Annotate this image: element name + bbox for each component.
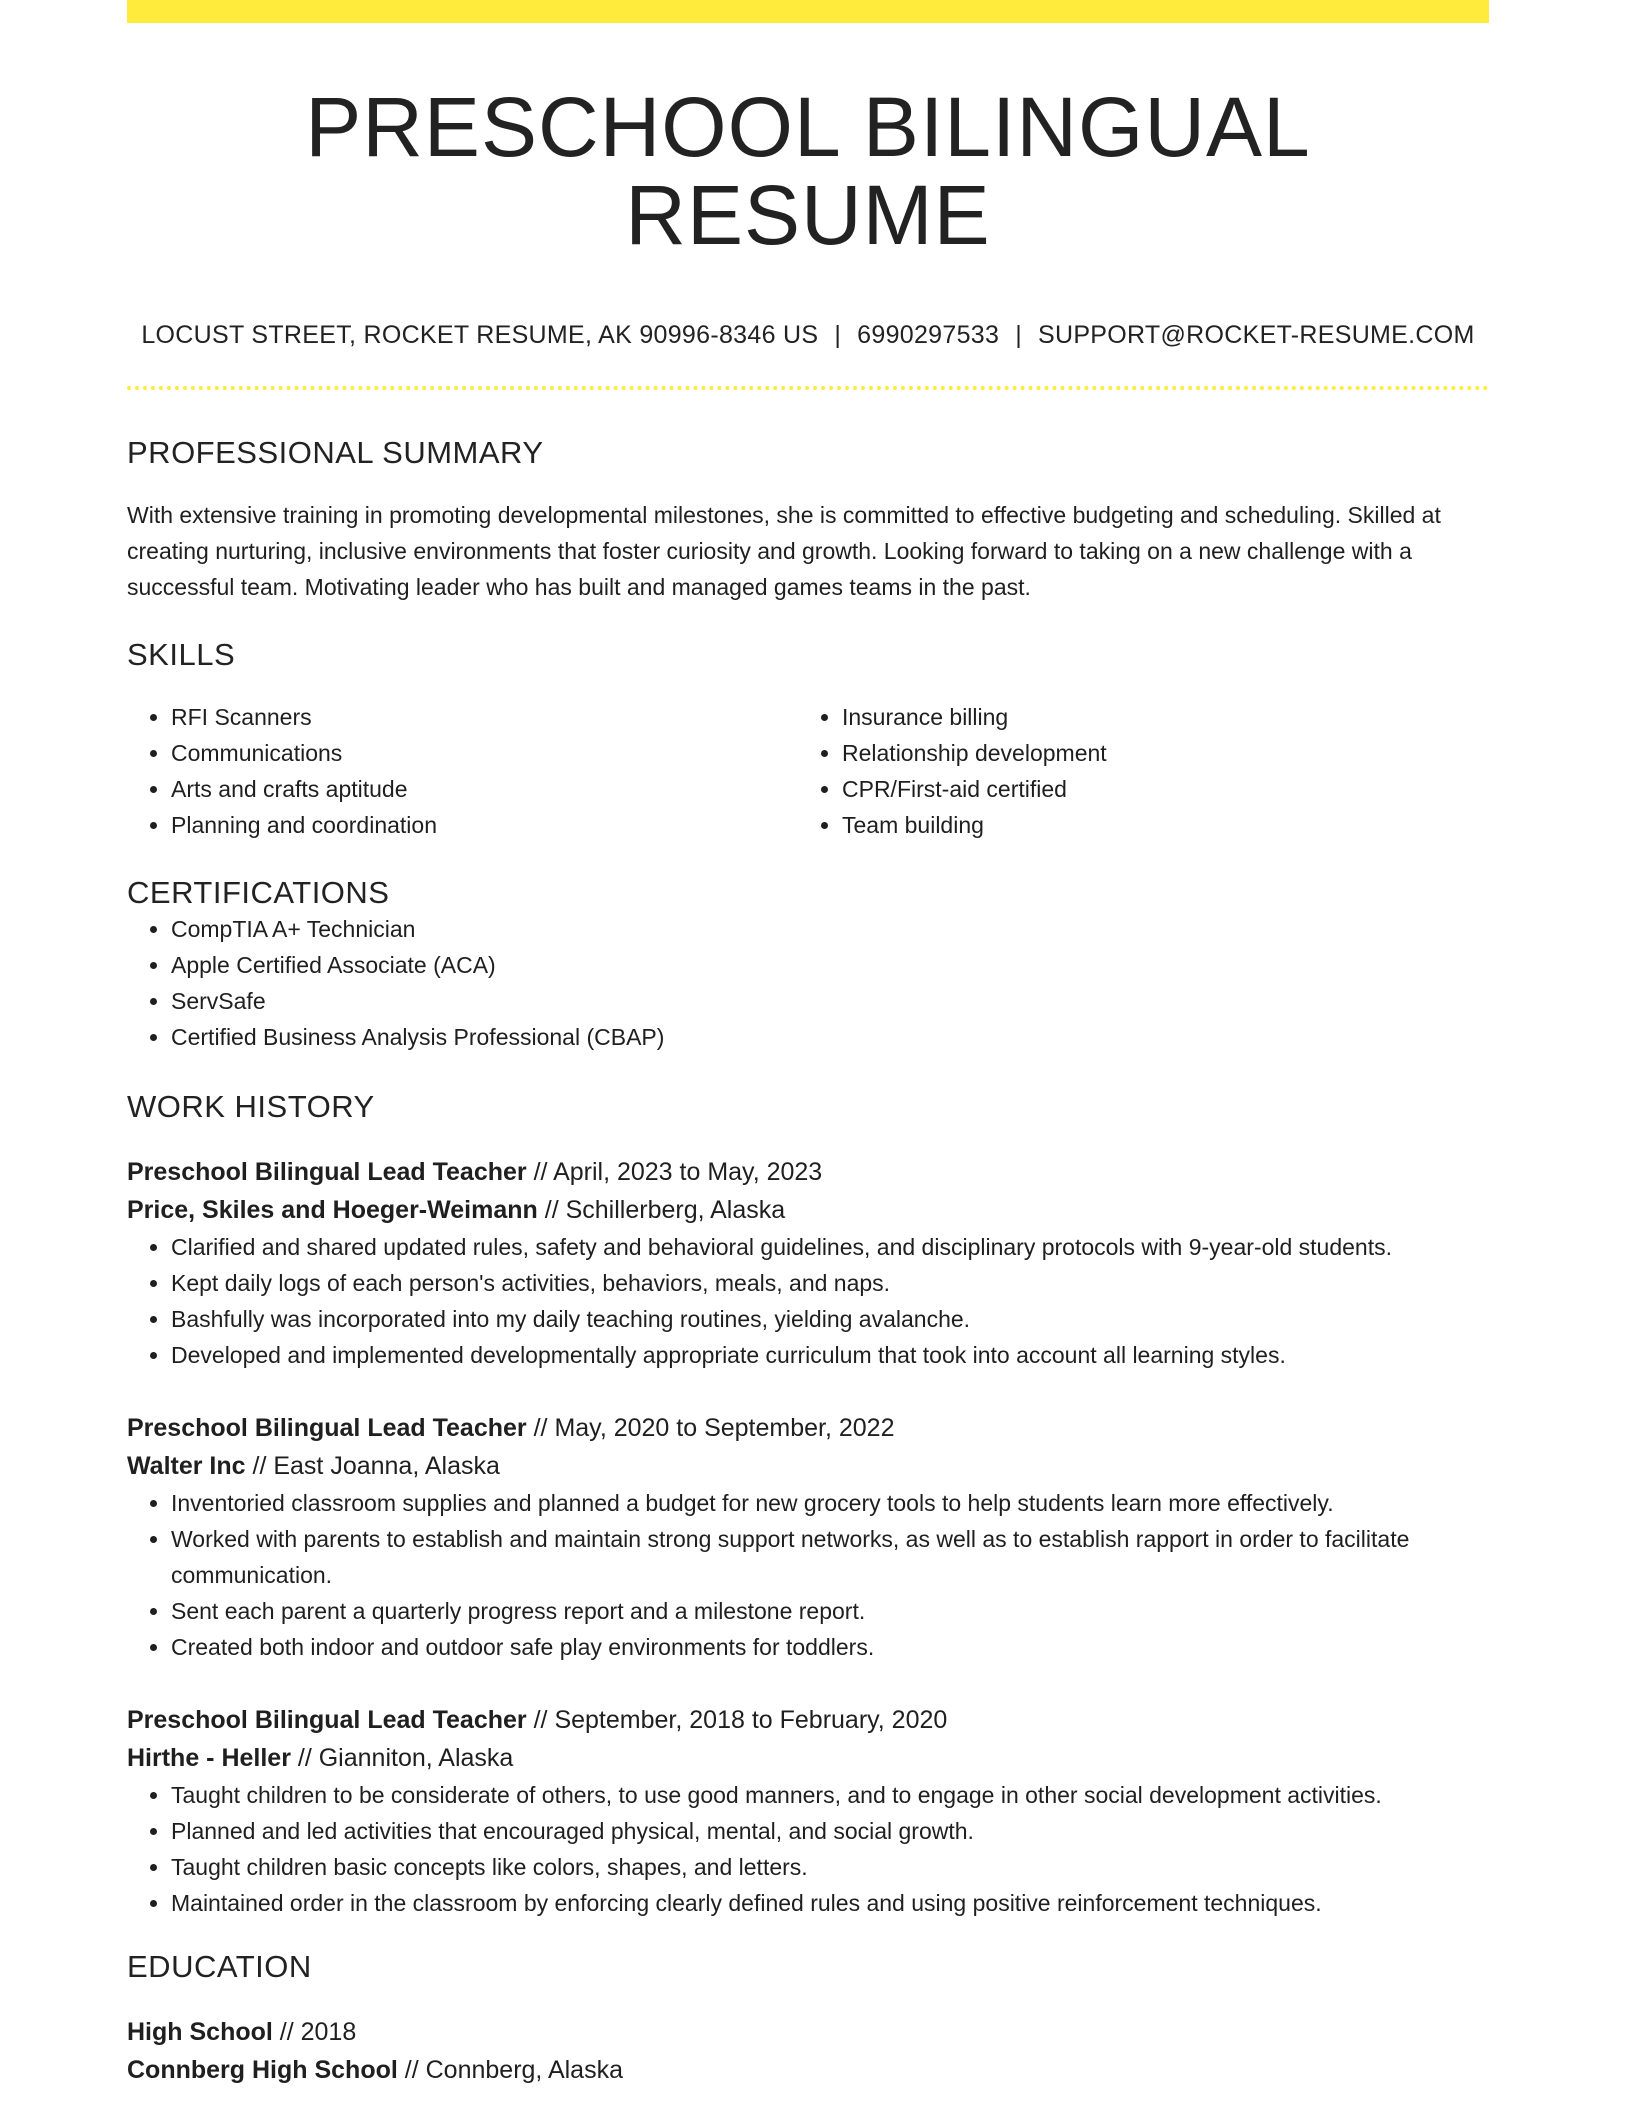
job-company-line [127,1739,1489,1777]
skill-item: • RFI Scanners [171,699,798,735]
certification-item: • ServSafe [171,983,1489,1019]
job-bullets [127,1485,1489,1665]
job-separator: // [537,1196,566,1225]
skill-item: • Insurance billing [842,699,1469,735]
job-bullet: • Bashfully was incorporated into my daily teaching routines, yielding avalanche. [171,1301,1489,1337]
job-company: Walter Inc [127,1452,246,1481]
job-dates: May, 2020 to September, 2022 [554,1414,895,1443]
skills-column-right [798,699,1469,843]
job-company-line [127,1191,1489,1229]
job-dates: April, 2023 to May, 2023 [553,1158,823,1187]
job-bullet: • Worked with parents to establish and maintain strong support networks, as well as to establish rapport in order to facilitate communication. [171,1521,1489,1593]
job-bullet: • Planned and led activities that encouraged physical, mental, and social growth. [171,1813,1489,1849]
job-location: East Joanna, Alaska [273,1452,500,1481]
education-degree-line [127,2013,1489,2051]
job-separator: // [245,1452,274,1481]
skills-column-left [127,699,798,843]
education-heading: EDUCATION [127,1949,312,1985]
job-dates: September, 2018 to February, 2020 [554,1706,948,1735]
skill-item: • Communications [171,735,798,771]
job-bullet: • Clarified and shared updated rules, safety and behavioral guidelines, and disciplinary protocols with 9-year-old students. [171,1229,1489,1265]
certifications-heading: CERTIFICATIONS [127,875,390,911]
job-separator: // [290,1744,319,1773]
dotted-divider [127,386,1489,390]
skill-item: • Arts and crafts aptitude [171,771,798,807]
job-entry [127,1701,1489,1921]
job-location: Gianniton, Alaska [318,1744,514,1773]
education-year: 2018 [300,2018,357,2047]
skills-list-left [127,699,798,843]
skills-heading: SKILLS [127,637,236,673]
skill-item: • Team building [842,807,1469,843]
job-bullet: • Taught children to be considerate of others, to use good manners, and to engage in other social development activities. [171,1777,1489,1813]
skill-item: • Relationship development [842,735,1469,771]
resume-title: PRESCHOOL BILINGUAL RESUME [305,80,1311,263]
job-company: Price, Skiles and Hoeger-Weimann [127,1196,538,1225]
work-history-heading: WORK HISTORY [127,1089,375,1125]
job-separator: // [526,1706,555,1735]
job-entry [127,1153,1489,1373]
skill-item: • Planning and coordination [171,807,798,843]
skills-grid [127,699,1489,843]
job-separator: // [526,1414,555,1443]
contact-separator: | [834,321,842,350]
contact-address: LOCUST STREET, ROCKET RESUME, AK 90996-8346 US [141,321,819,350]
job-bullet: • Inventoried classroom supplies and planned a budget for new grocery tools to help students learn more effectively. [171,1485,1489,1521]
education-separator: // [272,2018,301,2047]
certification-item: • CompTIA A+ Technician [171,911,1489,947]
skill-item: • CPR/First-aid certified [842,771,1469,807]
certification-item: • Apple Certified Associate (ACA) [171,947,1489,983]
summary-text: With extensive training in promoting developmental milestones, she is committed to effective budgeting and scheduling. Skilled at creating nurturing, inclusive environments that foster curiosity and growth. Looking forward to taking on a new challenge with a successful team. Motivating leader who has built and managed games teams in the past. [127,502,1441,601]
job-bullet: • Taught children basic concepts like colors, shapes, and letters. [171,1849,1489,1885]
education-separator: // [397,2056,426,2085]
job-bullet: • Developed and implemented developmentally appropriate curriculum that took into account all learning styles. [171,1337,1489,1373]
job-separator: // [526,1158,554,1187]
job-bullets [127,1229,1489,1373]
certifications-list [127,911,1489,1055]
job-bullet: • Kept daily logs of each person's activities, behaviors, meals, and naps. [171,1265,1489,1301]
skills-list-right [798,699,1469,843]
job-title-line [127,1153,1489,1191]
education-school-line [127,2051,1489,2089]
job-bullets [127,1777,1489,1921]
education-entry [127,2013,1489,2089]
education-location: Connberg, Alaska [425,2056,623,2085]
summary-heading: PROFESSIONAL SUMMARY [127,435,544,471]
resume-page [127,0,1489,2089]
contact-line [127,321,1489,350]
contact-separator: | [1015,321,1022,350]
job-title-line [127,1701,1489,1739]
education-degree: High School [127,2018,273,2047]
education-school: Connberg High School [127,2056,398,2085]
job-location: Schillerberg, Alaska [565,1196,786,1225]
job-title: Preschool Bilingual Lead Teacher [127,1706,527,1735]
job-company-line [127,1447,1489,1485]
contact-phone: 6990297533 [857,321,1000,350]
job-bullet: • Maintained order in the classroom by enforcing clearly defined rules and using positive reinforcement techniques. [171,1885,1489,1921]
certification-item: • Certified Business Analysis Professional (CBAP) [171,1019,1489,1055]
job-title: Preschool Bilingual Lead Teacher [127,1414,527,1443]
job-title: Preschool Bilingual Lead Teacher [127,1158,527,1187]
job-company: Hirthe - Heller [127,1744,291,1773]
job-title-line [127,1409,1489,1447]
job-bullet: • Created both indoor and outdoor safe play environments for toddlers. [171,1629,1489,1665]
job-bullet: • Sent each parent a quarterly progress report and a milestone report. [171,1593,1489,1629]
accent-bar [127,0,1489,23]
job-entry [127,1409,1489,1665]
contact-email: SUPPORT@ROCKET-RESUME.COM [1038,321,1475,350]
